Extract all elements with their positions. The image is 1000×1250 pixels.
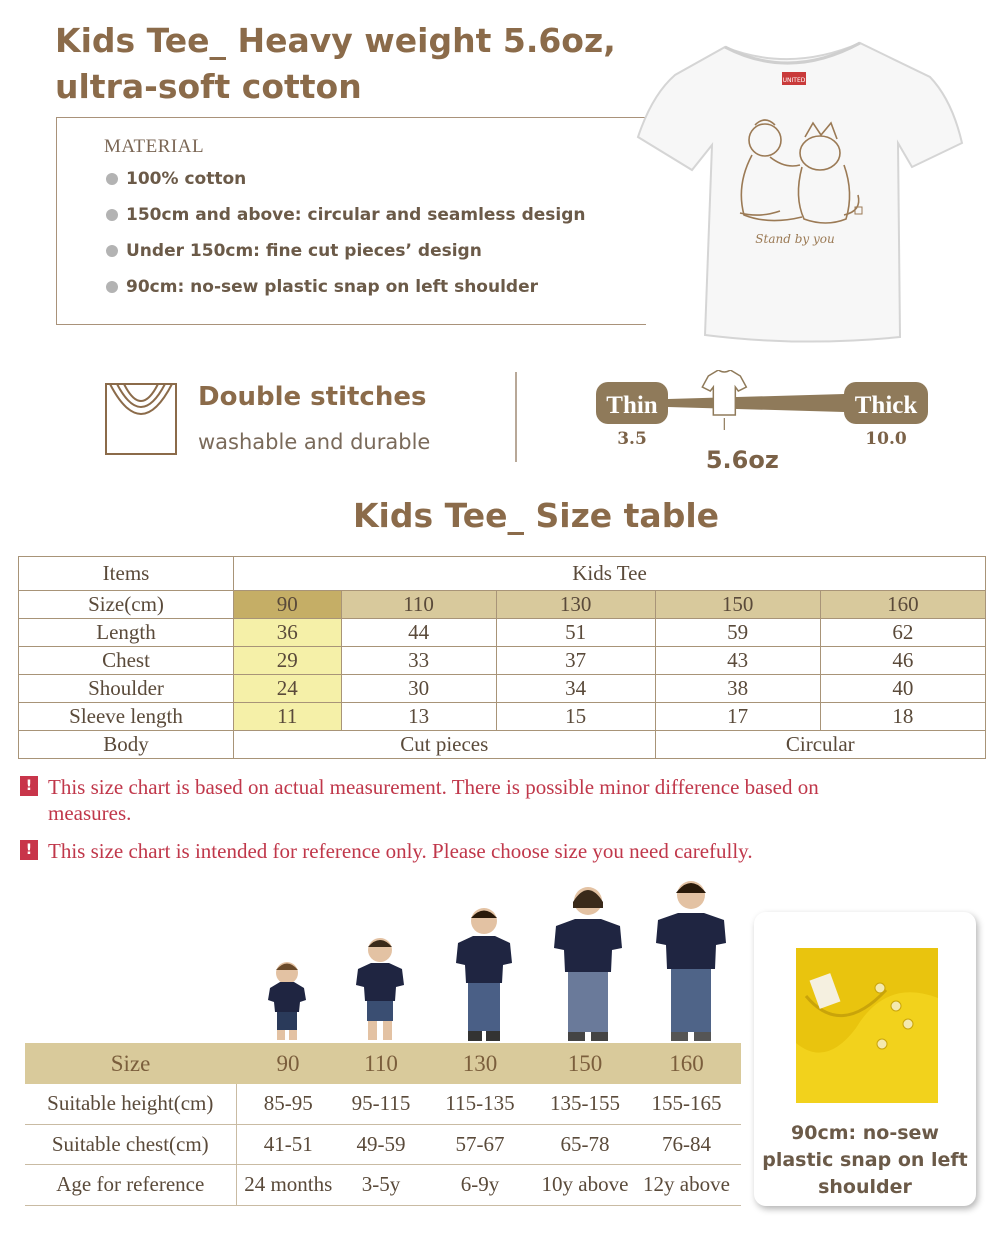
- table-row: Length 36 44 51 59 62: [19, 619, 986, 647]
- table-row: Suitable chest(cm) 41-51 49-59 57-67 65-78 76-84: [25, 1124, 741, 1164]
- table-row: Size(cm) 90 110 130 150 160: [19, 591, 986, 619]
- kid-model-150: [548, 882, 628, 1042]
- reference-note: ! This size chart is intended for reference only. Please choose size you need carefully.: [20, 838, 920, 864]
- kid-model-110: [350, 935, 410, 1042]
- table-row: Chest 29 33 37 43 46: [19, 647, 986, 675]
- page-title: Kids Tee_ Heavy weight 5.6oz, ultra-soft cotton: [55, 21, 616, 106]
- fabric-weight-gauge: [590, 370, 940, 480]
- table-row: Body Cut pieces Circular: [19, 731, 986, 759]
- double-stitches-title: Double stitches: [198, 382, 427, 412]
- tshirt-icon: [702, 370, 778, 474]
- svg-text:5.6oz: 5.6oz: [705, 446, 779, 474]
- kid-model-90: [262, 960, 312, 1042]
- bullet-icon: [106, 281, 118, 293]
- table-row: Sleeve length 11 13 15 17 18: [19, 703, 986, 731]
- snap-caption: 90cm: no-sew plastic snap on left shoulder: [762, 1122, 968, 1198]
- size-table-title: Kids Tee_ Size table: [352, 496, 720, 535]
- table-row: Age for reference 24 months 3-5y 6-9y 10y above 12y above: [25, 1164, 741, 1205]
- neckline-stitch-icon: [104, 382, 178, 456]
- table-row: Suitable height(cm) 85-95 95-115 115-135 135-155 155-165: [25, 1084, 741, 1124]
- warning-icon: !: [20, 840, 38, 860]
- material-label: MATERIAL: [104, 136, 205, 157]
- measurement-note: ! This size chart is based on actual measurement. There is possible minor difference based on measures.: [20, 774, 900, 826]
- kid-model-130: [450, 905, 518, 1042]
- material-item: 100% cotton: [106, 169, 246, 189]
- bullet-icon: [106, 209, 118, 221]
- double-stitches-subtitle: washable and durable: [198, 430, 431, 454]
- svg-text:Stand by you: Stand by you: [755, 232, 835, 246]
- kid-model-160: [650, 875, 732, 1042]
- svg-text:UNITED: UNITED: [782, 77, 806, 84]
- snap-detail-photo: [796, 948, 938, 1103]
- divider: [515, 372, 517, 462]
- svg-text:Thin: Thin: [606, 392, 658, 419]
- material-item: 90cm: no-sew plastic snap on left shoulder: [106, 277, 538, 297]
- svg-text:10.0: 10.0: [865, 429, 907, 449]
- material-item: 150cm and above: circular and seamless design: [106, 205, 586, 225]
- fit-table: [25, 1043, 741, 1206]
- svg-text:3.5: 3.5: [617, 429, 647, 449]
- bullet-icon: [106, 245, 118, 257]
- material-item: Under 150cm: fine cut pieces’ design: [106, 241, 482, 261]
- warning-icon: !: [20, 776, 38, 796]
- weight-wedge: [668, 394, 844, 412]
- table-row: Size 90 110 130 150 160: [25, 1043, 741, 1084]
- table-row: Items Kids Tee: [19, 557, 986, 591]
- size-table: [18, 556, 986, 759]
- svg-text:Thick: Thick: [854, 392, 918, 419]
- tshirt-product-image: [630, 25, 970, 345]
- bullet-icon: [106, 173, 118, 185]
- table-row: Shoulder 24 30 34 38 40: [19, 675, 986, 703]
